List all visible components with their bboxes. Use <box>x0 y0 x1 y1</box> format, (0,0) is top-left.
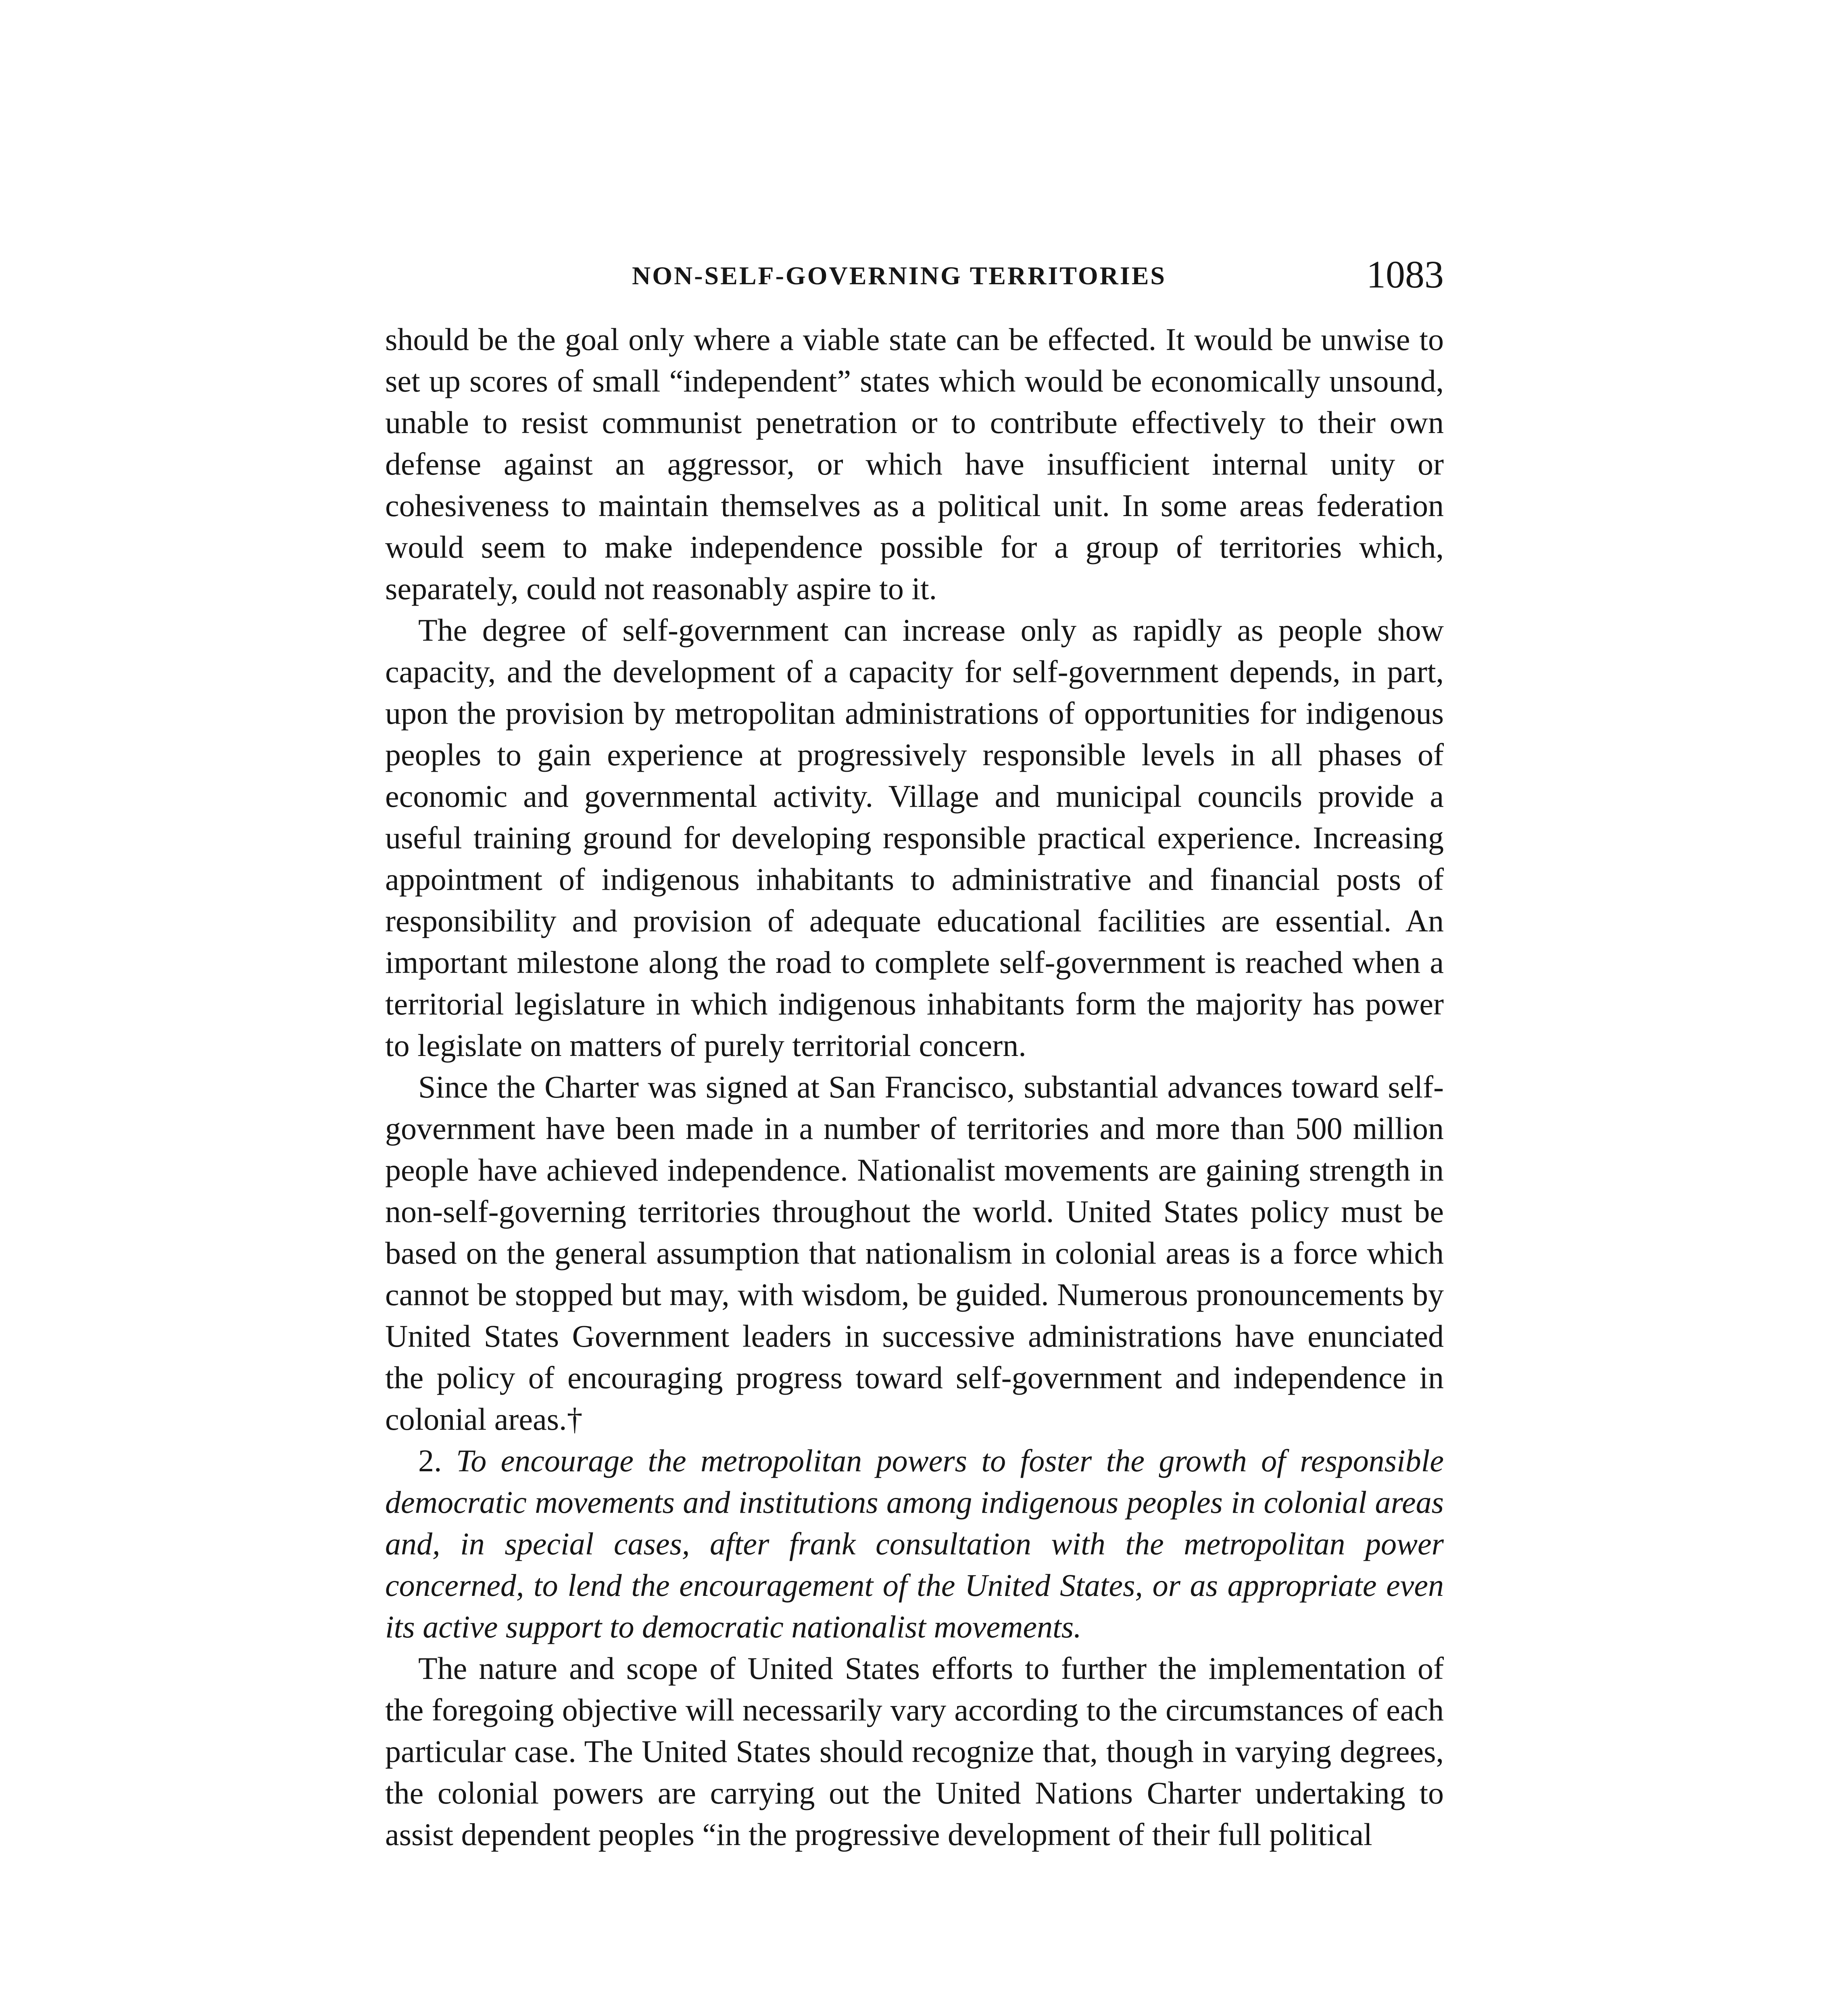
objective-number: 2. <box>418 1443 442 1478</box>
running-header <box>385 252 1444 296</box>
paragraph-charter-advances: Since the Charter was signed at San Francisco, substantial advances toward self-government have been made in a number of territories and more than 500 million people have achieved independence. Nationalist movements are gaining strength in non-self-governing territories throughout the world. United States policy must be based on the general assumption that nationalism in colonial areas is a force which cannot be stopped but may, with wisdom, be guided. Numerous pronouncements by United States Government leaders in successive administrations have enunciated the policy of encouraging progress toward self-government and independence in colonial areas.† <box>385 1069 1444 1437</box>
running-title: NON-SELF-GOVERNING TERRITORIES <box>632 261 1166 290</box>
body-text <box>385 319 1444 1855</box>
objective-text: To encourage the metropolitan powers to foster the growth of responsible democratic movements and institutions among indigenous peoples in colonial areas and, in special cases, after frank consultation with the metropolitan power concerned, to lend the encouragement of the United States, or as appropriate even its active support to democratic nationalist movements. <box>385 1443 1444 1644</box>
paragraph-efforts-scope: The nature and scope of United States efforts to further the implementation of the foregoing objective will necessarily vary according to the circumstances of each particular case. The United States should recognize that, though in varying degrees, the colonial powers are carrying out the United Nations Charter undertaking to assist dependent peoples “in the progressive development of their full political <box>385 1651 1444 1852</box>
objective-2 <box>385 1440 1444 1647</box>
paragraph-self-government-capacity: The degree of self-government can increase only as rapidly as people show capacity, and the development of a capacity for self-government depends, in part, upon the provision by metropolitan administrations of opportunities for indigenous peoples to gain experience at progressively responsible levels in all phases of economic and governmental activity. Village and municipal councils provide a useful training ground for developing responsible practical experience. Increasing appointment of indigenous inhabitants to administrative and financial posts of responsibility and provision of adequate educational facilities are essential. An important milestone along the road to complete self-government is reached when a territorial legislature in which indigenous inhabitants form the majority has power to legislate on matters of purely territorial concern. <box>385 612 1444 1063</box>
paragraph-viable-state: should be the goal only where a viable state can be effected. It would be unwise to set up scores of small “independent” states which would be economically unsound, unable to resist communist penetration or to contribute effectively to their own defense against an aggressor, or which have insufficient internal unity or cohesiveness to maintain themselves as a political unit. In some areas federation would seem to make independence possible for a group of territories which, separately, could not reasonably aspire to it. <box>385 322 1444 606</box>
page-number: 1083 <box>1366 253 1444 296</box>
